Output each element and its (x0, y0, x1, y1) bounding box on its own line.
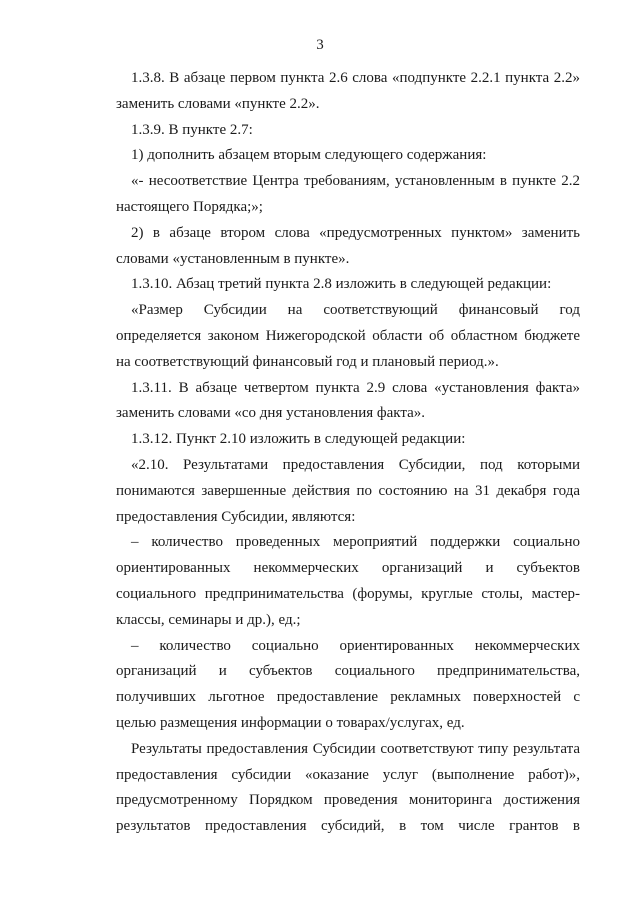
paragraph-1-3-12: 1.3.12. Пункт 2.10 изложить в следующей редакции: (131, 431, 466, 448)
paragraph-1-3-8: 1.3.8. В абзаце первом пункта 2.6 слова «подпункте 2.2.1 пункта 2.2» заменить словами «пункте 2.2». (116, 70, 580, 112)
paragraph-1-3-10: 1.3.10. Абзац третий пункта 2.8 изложить в следующей редакции: (131, 276, 552, 293)
paragraph-1-3-11: 1.3.11. В абзаце четвертом пункта 2.9 слова «установления факта» заменить словами «со дня установления факта». (116, 379, 580, 422)
document-body (116, 66, 580, 840)
paragraph-item-2: 2) в абзаце втором слова «предусмотренных пунктом» заменить словами «установленным в пункте». (116, 224, 580, 267)
paragraph-quote-subsidy-size: «Размер Субсидии на соответствующий финансовый год определяется законом Нижегородской области об областном бюджете на соответствующий финансовый год и плановый период.». (116, 302, 580, 370)
paragraph-1-3-9: 1.3.9. В пункте 2.7: (131, 121, 253, 138)
paragraph-list-item-events: – количество проведенных мероприятий поддержки социально ориентированных некоммерческих организаций и субъектов социального предпринимательства (форумы, круглые столы, мастер-классы, семинары и др.), ед.; (116, 534, 580, 628)
paragraph-results-type: Результаты предоставления Субсидии соответствуют типу результата предоставления субсидии «оказание услуг (выполнение работ)», предусмотренному Порядком проведения мониторинга достижения результатов предоставления субсидий, в том числе грантов в (116, 740, 580, 835)
paragraph-quote-2-10: «2.10. Результатами предоставления Субсидии, под которыми понимаются завершенные действия по состоянию на 31 декабря года предоставления Субсидии, являются: (116, 456, 580, 525)
paragraph-quote-nonconformity: «- несоответствие Центра требованиям, установленным в пункте 2.2 настоящего Порядка;»; (116, 173, 580, 215)
paragraph-list-item-organizations: – количество социально ориентированных некоммерческих организаций и субъектов социального предпринимательства, получивших льготное предоставление рекламных поверхностей с целью размещения информации о товарах/услугах, ед. (116, 637, 580, 731)
page-number: 3 (316, 37, 324, 53)
paragraph-item-1: 1) дополнить абзацем вторым следующего содержания: (131, 147, 487, 164)
